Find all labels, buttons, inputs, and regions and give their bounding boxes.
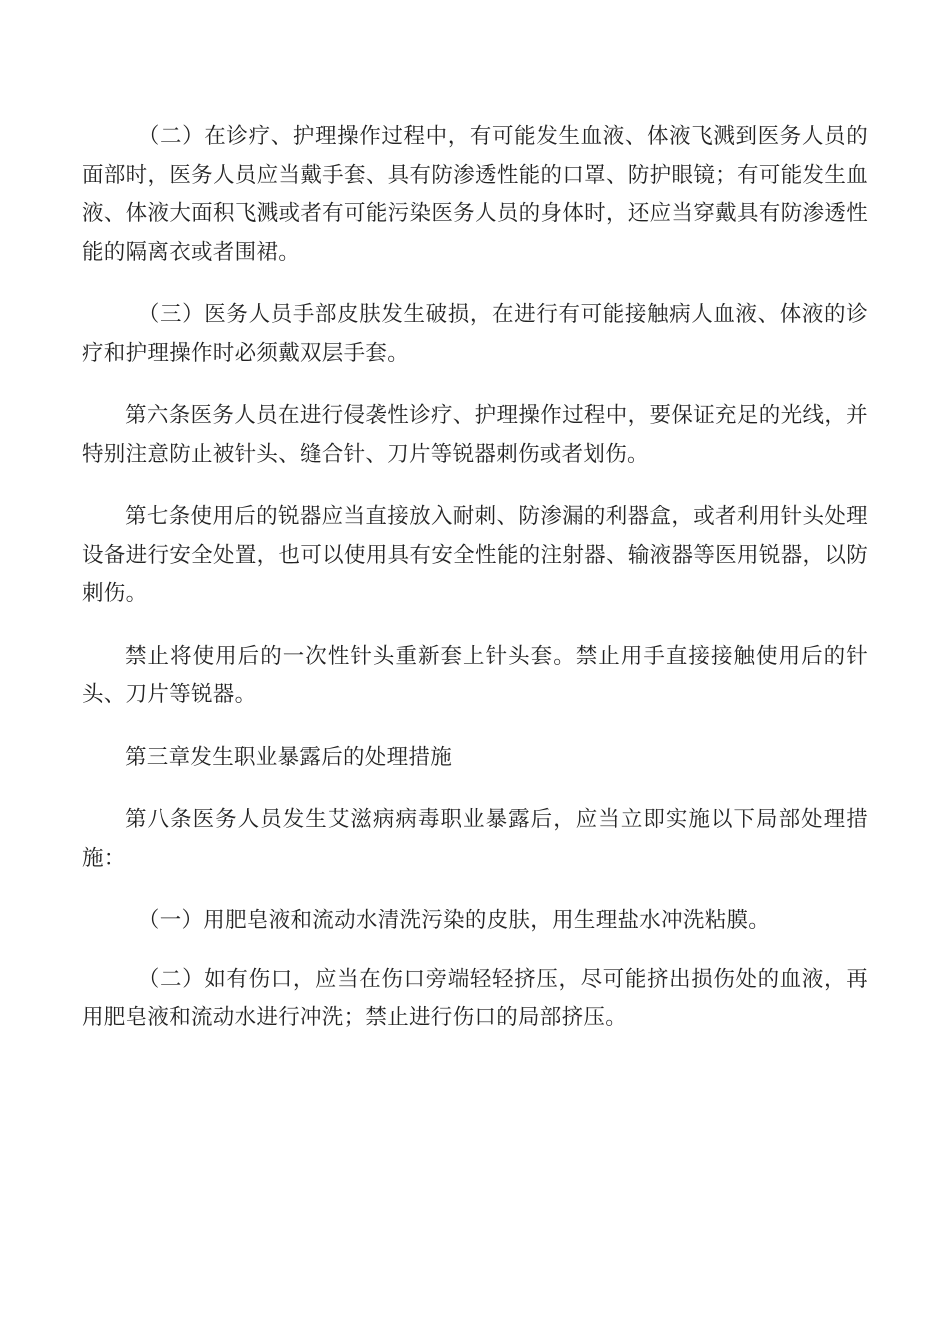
document-body (82, 118, 868, 1038)
paragraph-skin-wash: （一）用肥皂液和流动水清洗污染的皮肤，用生理盐水冲洗粘膜。 (137, 908, 771, 933)
paragraph-article-7: 第七条使用后的锐器应当直接放入耐刺、防渗漏的利器盒，或者利用针头处理设备进行安全处置，也可以使用具有安全性能的注射器、输液器等医用锐器，以防刺伤。 (82, 504, 868, 606)
paragraph-double-gloves: （三）医务人员手部皮肤发生破损，在进行有可能接触病人血液、体液的诊疗和护理操作时必须戴双层手套。 (82, 302, 868, 366)
paragraph-protective-equipment: （二）在诊疗、护理操作过程中，有可能发生血液、体液飞溅到医务人员的面部时，医务人员应当戴手套、具有防渗透性能的口罩、防护眼镜；有可能发生血液、体液大面积飞溅或者有可能污染医务人员的身体时，还应当穿戴具有防渗透性能的隔离衣或者围裙。 (82, 124, 868, 265)
paragraph-needle-prohibition: 禁止将使用后的一次性针头重新套上针头套。禁止用手直接接触使用后的针头、刀片等锐器。 (82, 643, 868, 707)
paragraph-article-6: 第六条医务人员在进行侵袭性诊疗、护理操作过程中，要保证充足的光线，并特别注意防止被针头、缝合针、刀片等锐器刺伤或者划伤。 (82, 403, 868, 467)
chapter-heading: 第三章发生职业暴露后的处理措施 (125, 744, 453, 770)
paragraph-wound-treatment: （二）如有伤口，应当在伤口旁端轻轻挤压，尽可能挤出损伤处的血液，再用肥皂液和流动水进行冲洗；禁止进行伤口的局部挤压。 (82, 966, 868, 1030)
paragraph-article-8: 第八条医务人员发生艾滋病病毒职业暴露后，应当立即实施以下局部处理措施： (82, 807, 868, 871)
